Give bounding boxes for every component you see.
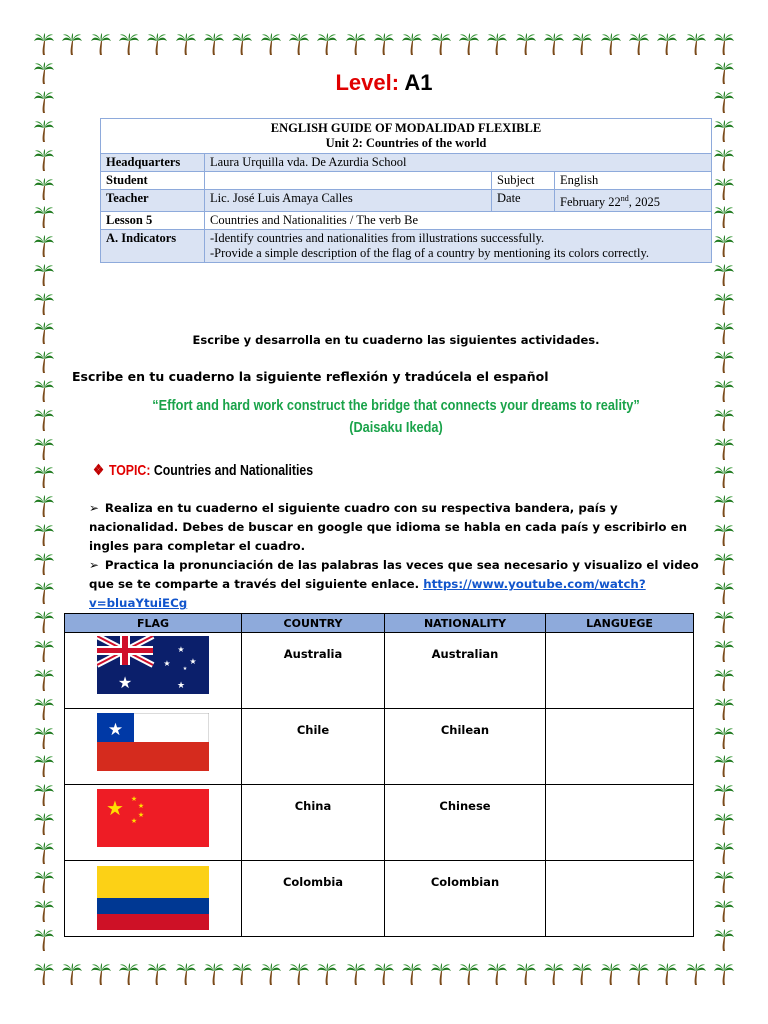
country-cell: Colombia [242, 861, 385, 937]
guide-unit: Unit 2: Countries of the world [325, 136, 487, 150]
palm-tree-icon [401, 32, 423, 56]
topic-value: Countries and Nationalities [153, 462, 314, 479]
palm-tree-icon [288, 32, 310, 56]
palm-tree-icon [33, 494, 55, 518]
palm-tree-icon [713, 754, 735, 778]
china-flag-icon [97, 789, 209, 847]
palm-tree-icon [713, 437, 735, 461]
palm-tree-icon [628, 962, 650, 986]
palm-tree-icon [33, 263, 55, 287]
date-value [555, 190, 712, 212]
task-instructions [89, 499, 701, 613]
svg-text:★: ★ [163, 659, 171, 668]
diamond-bullet-icon: ❖ [93, 462, 105, 479]
palm-tree-icon [90, 32, 112, 56]
palm-tree-icon [33, 899, 55, 923]
palm-tree-icon [713, 292, 735, 316]
palm-tree-icon [118, 32, 140, 56]
palm-tree-icon [713, 119, 735, 143]
palm-tree-icon [175, 962, 197, 986]
palm-tree-icon [175, 32, 197, 56]
level-label: Level: [335, 70, 400, 95]
indicator-item: -Identify countries and nationalities from illustrations successfully. [210, 231, 545, 246]
palm-tree-icon [33, 205, 55, 229]
palm-tree-icon [345, 962, 367, 986]
palm-tree-icon [713, 263, 735, 287]
palm-tree-icon [656, 32, 678, 56]
palm-tree-icon [685, 962, 707, 986]
palm-tree-icon [33, 870, 55, 894]
palm-tree-icon [713, 639, 735, 663]
palm-tree-icon [458, 962, 480, 986]
lesson-value: Countries and Nationalities / The verb Be [205, 212, 712, 230]
palm-tree-icon [713, 610, 735, 634]
palm-tree-icon [713, 812, 735, 836]
palm-tree-icon [430, 962, 452, 986]
palm-tree-icon [713, 783, 735, 807]
palm-tree-icon [600, 32, 622, 56]
flag-cell [65, 861, 242, 937]
reflection-text: Escribe en tu cuaderno la siguiente reflexión y tradúcela el español [72, 369, 549, 384]
palm-tree-icon [713, 148, 735, 172]
palm-tree-icon [713, 32, 735, 56]
palm-tree-icon [515, 32, 537, 56]
palm-tree-icon [33, 350, 55, 374]
nationality-cell: Chinese [385, 785, 546, 861]
table-row [65, 861, 694, 937]
subject-label: Subject [492, 172, 555, 190]
flag-cell [65, 709, 242, 785]
date-day: February 22 [560, 195, 621, 210]
palm-tree-icon [373, 32, 395, 56]
date-suffix: nd [620, 194, 629, 203]
palm-tree-icon [33, 437, 55, 461]
task-2-text: Practica la pronunciación de las palabras las veces que sea necesario y visualizo el video que se te comparte a través del siguiente enlace. [89, 558, 699, 591]
palm-tree-icon [316, 962, 338, 986]
palm-tree-icon [33, 726, 55, 750]
palm-tree-icon [713, 899, 735, 923]
date-year: , 2025 [628, 195, 660, 210]
palm-tree-icon [33, 552, 55, 576]
palm-tree-icon [33, 841, 55, 865]
palm-tree-icon [61, 962, 83, 986]
palm-tree-icon [713, 581, 735, 605]
indicators-value [205, 230, 712, 263]
youtube-link[interactable]: https://www.youtube.com/watch?v=bluaYtuiECg [89, 577, 646, 610]
palm-tree-icon [713, 177, 735, 201]
indicators-label: A. Indicators [101, 230, 205, 263]
palm-tree-icon [33, 962, 55, 986]
palm-tree-icon [713, 523, 735, 547]
instructions-text: Escribe y desarrolla en tu cuaderno las siguientes actividades. [192, 333, 600, 347]
guide-title: ENGLISH GUIDE OF MODALIDAD FLEXIBLE [270, 121, 542, 135]
palm-tree-icon [713, 465, 735, 489]
palm-tree-icon [33, 292, 55, 316]
task-1-text: Realiza en tu cuaderno el siguiente cuadro con su respectiva bandera, país y nacionalidad. Debes de buscar en google que idioma se habla en cada país y escribirlo en ingles para completar el cuadro. [89, 501, 687, 553]
language-cell[interactable] [546, 785, 694, 861]
palm-tree-icon [203, 962, 225, 986]
palm-tree-icon [713, 697, 735, 721]
country-cell: Chile [242, 709, 385, 785]
palm-tree-icon [713, 234, 735, 258]
palm-tree-icon [430, 32, 452, 56]
palm-tree-icon [628, 32, 650, 56]
palm-tree-icon [33, 465, 55, 489]
palm-tree-icon [571, 962, 593, 986]
svg-text:★: ★ [106, 796, 124, 820]
palm-tree-icon [33, 639, 55, 663]
svg-text:★: ★ [137, 811, 145, 819]
palm-tree-icon [713, 668, 735, 692]
country-cell: Australia [242, 633, 385, 709]
palm-tree-icon [713, 962, 735, 986]
table-row [65, 709, 694, 785]
flag-cell [65, 785, 242, 861]
svg-text:★: ★ [107, 720, 124, 740]
palm-tree-icon [713, 841, 735, 865]
palm-tree-icon [458, 32, 480, 56]
palm-tree-icon [33, 408, 55, 432]
student-label: Student [101, 172, 205, 190]
language-cell[interactable] [546, 709, 694, 785]
palm-tree-icon [713, 350, 735, 374]
palm-tree-icon [33, 610, 55, 634]
table-row [65, 633, 694, 709]
palm-tree-icon [600, 962, 622, 986]
palm-tree-icon [33, 812, 55, 836]
palm-tree-icon [713, 494, 735, 518]
palm-tree-icon [373, 962, 395, 986]
colombia-flag-icon [97, 866, 209, 930]
indicator-item: -Provide a simple description of the flag of a country by mentioning its colors correctly. [210, 246, 650, 261]
palm-tree-icon [33, 668, 55, 692]
palm-tree-icon [685, 32, 707, 56]
palm-tree-icon [146, 32, 168, 56]
level-heading [0, 70, 768, 96]
level-value: A1 [404, 70, 433, 95]
palm-tree-icon [33, 32, 55, 56]
headquarters-label: Headquarters [101, 154, 205, 172]
palm-tree-icon [33, 119, 55, 143]
palm-tree-icon [656, 962, 678, 986]
palm-tree-icon [231, 962, 253, 986]
palm-tree-icon [486, 32, 508, 56]
country-cell: China [242, 785, 385, 861]
palm-tree-icon [260, 962, 282, 986]
palm-tree-icon [486, 962, 508, 986]
palm-tree-icon [33, 697, 55, 721]
student-value[interactable] [205, 172, 492, 190]
arrow-bullet-icon: ➢ [89, 558, 99, 572]
task-item [89, 556, 701, 613]
svg-text:★: ★ [182, 666, 188, 672]
palm-tree-icon [260, 32, 282, 56]
teacher-label: Teacher [101, 190, 205, 212]
subject-value: English [555, 172, 712, 190]
quote-author: (Daisaku Ikeda) [349, 419, 443, 436]
svg-text:★: ★ [137, 802, 145, 810]
chile-flag-icon [97, 713, 209, 771]
australia-flag-icon [97, 636, 209, 694]
date-label: Date [492, 190, 555, 212]
palm-tree-icon [146, 962, 168, 986]
quote-text: “Effort and hard work construct the bridge that connects your dreams to reality” [152, 397, 640, 414]
guide-title-cell [101, 119, 712, 154]
svg-text:★: ★ [177, 645, 185, 654]
lesson-label: Lesson 5 [101, 212, 205, 230]
topic-heading [93, 461, 313, 479]
svg-text:★: ★ [130, 817, 138, 825]
nationality-cell: Australian [385, 633, 546, 709]
flag-cell [65, 633, 242, 709]
palm-tree-icon [515, 962, 537, 986]
svg-text:★: ★ [117, 673, 133, 692]
headquarters-value: Laura Urquilla vda. De Azurdia School [205, 154, 712, 172]
palm-tree-icon [203, 32, 225, 56]
palm-tree-icon [571, 32, 593, 56]
palm-tree-icon [33, 523, 55, 547]
palm-tree-icon [33, 754, 55, 778]
topic-label: TOPIC: [108, 462, 151, 479]
nationality-cell: Colombian [385, 861, 546, 937]
palm-tree-icon [713, 552, 735, 576]
header-country: COUNTRY [242, 614, 385, 633]
palm-tree-icon [543, 962, 565, 986]
palm-tree-icon [118, 962, 140, 986]
palm-tree-icon [33, 581, 55, 605]
language-cell[interactable] [546, 633, 694, 709]
teacher-value: Lic. José Luis Amaya Calles [205, 190, 492, 212]
language-cell[interactable] [546, 861, 694, 937]
nationality-cell: Chilean [385, 709, 546, 785]
palm-tree-icon [33, 234, 55, 258]
arrow-bullet-icon: ➢ [89, 501, 99, 515]
palm-tree-icon [33, 783, 55, 807]
task-item [89, 499, 701, 556]
table-row [65, 785, 694, 861]
palm-tree-icon [316, 32, 338, 56]
svg-text:★: ★ [130, 795, 138, 803]
palm-tree-icon [713, 870, 735, 894]
palm-tree-icon [288, 962, 310, 986]
svg-text:★: ★ [176, 681, 186, 691]
palm-tree-icon [713, 205, 735, 229]
palm-tree-icon [33, 148, 55, 172]
palm-tree-icon [713, 928, 735, 952]
palm-tree-icon [61, 32, 83, 56]
palm-tree-icon [33, 379, 55, 403]
countries-table [64, 613, 694, 937]
palm-tree-icon [401, 962, 423, 986]
palm-tree-icon [345, 32, 367, 56]
palm-tree-icon [33, 928, 55, 952]
svg-text:★: ★ [189, 657, 197, 666]
header-flag: FLAG [65, 614, 242, 633]
header-nationality: NATIONALITY [385, 614, 546, 633]
guide-info-table [100, 118, 712, 263]
header-language: LANGUEGE [546, 614, 694, 633]
palm-tree-icon [90, 962, 112, 986]
palm-tree-icon [33, 177, 55, 201]
palm-tree-icon [231, 32, 253, 56]
palm-tree-icon [713, 726, 735, 750]
palm-tree-icon [543, 32, 565, 56]
